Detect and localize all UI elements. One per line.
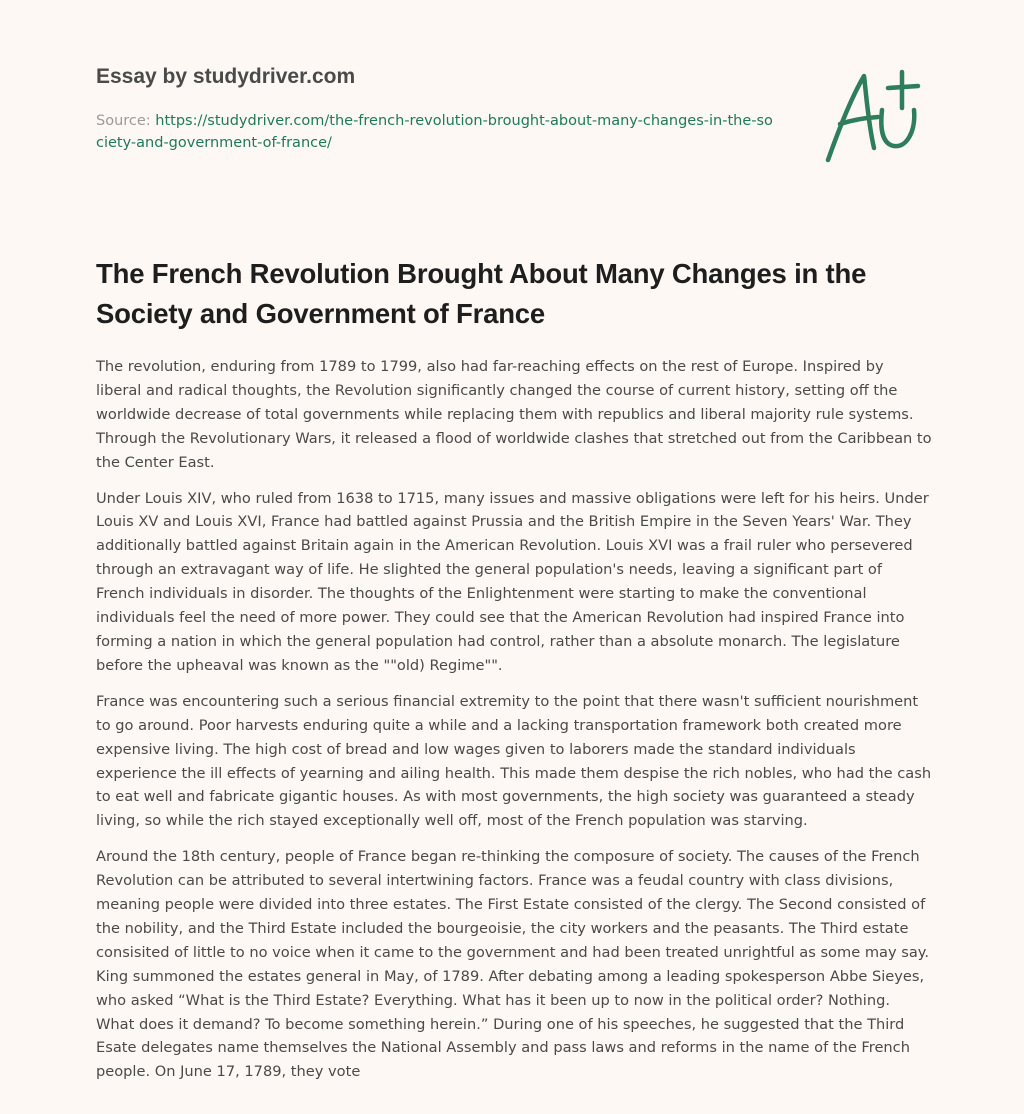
source-label: Source: bbox=[96, 113, 151, 129]
a-plus-logo-icon bbox=[818, 62, 938, 172]
site-title: Essay by studydriver.com bbox=[96, 65, 356, 88]
paragraph: The revolution, enduring from 1789 to 1799, also had far-reaching effects on the rest of Europe. Inspired by liberal and radical thoughts, the Revolution significantly changed the course of current history, setting off the worldwide decrease of total governments while replacing them with republics and liberal majority rule systems. Through the Revolutionary Wars, it released a flood of worldwide clashes that stretched out from the Caribbean to the Center East. bbox=[96, 358, 932, 471]
source-link[interactable]: https://studydriver.com/the-french-revolution-brought-about-many-changes-in-the-society-and-government-of-france/ bbox=[96, 113, 773, 151]
paragraph: France was encountering such a serious financial extremity to the point that there wasn't sufficient nourishment to go around. Poor harvests enduring quite a while and a lacking transportation framework both created more expensive living. The high cost of bread and low wages given to laborers made the standard individuals experience the ill effects of yearning and ailing health. This made them despise the rich nobles, who had the cash to eat well and fabricate gigantic houses. As with most governments, the high society was guaranteed a steady living, so while the rich stayed exceptionally well off, most of the French population was starving. bbox=[96, 692, 932, 830]
article-body bbox=[96, 355, 932, 1096]
paragraph: Around the 18th century, people of France began re-thinking the composure of society. The causes of the French Revolution can be attributed to several intertwining factors. France was a feudal country with class divisions, meaning people were divided into three estates. The First Estate consisted of the clergy. The Second consisted of the nobility, and the Third Estate included the bourgeoisie, the city workers and the peasants. The Third estate consisited of little to no voice when it came to the government and had been treated unrightful as some may say. King summoned the estates general in May, of 1789. After debating among a leading spokesperson Abbe Sieyes, who asked “What is the Third Estate? Everything. What has it been up to now in the political order? Nothing. What does it demand? To become something herein.” During one of his speeches, he suggested that the Third Esate delegates name themselves the National Assembly and pass laws and reforms in the name of the French people. On June 17, 1789, they vote bbox=[96, 848, 929, 1081]
source-line bbox=[96, 110, 776, 154]
paragraph: Under Louis XIV, who ruled from 1638 to 1715, many issues and massive obligations were left for his heirs. Under Louis XV and Louis XVI, France had battled against Prussia and the British Empire in the Seven Years' War. They additionally battled against Britain again in the American Revolution. Louis XVI was a frail ruler who persevered through an extravagant way of life. He slighted the general population's needs, leaving a significant part of French individuals in disorder. The thoughts of the Enlightenment were starting to make the conventional individuals feel the need of more power. They could see that the American Revolution had inspired France into forming a nation in which the general population had control, rather than a absolute monarch. The legislature before the upheaval was known as the ""old) Regime"". bbox=[96, 489, 929, 674]
article-title: The French Revolution Brought About Many Changes in the Society and Government of France bbox=[96, 258, 867, 329]
header bbox=[96, 62, 816, 154]
